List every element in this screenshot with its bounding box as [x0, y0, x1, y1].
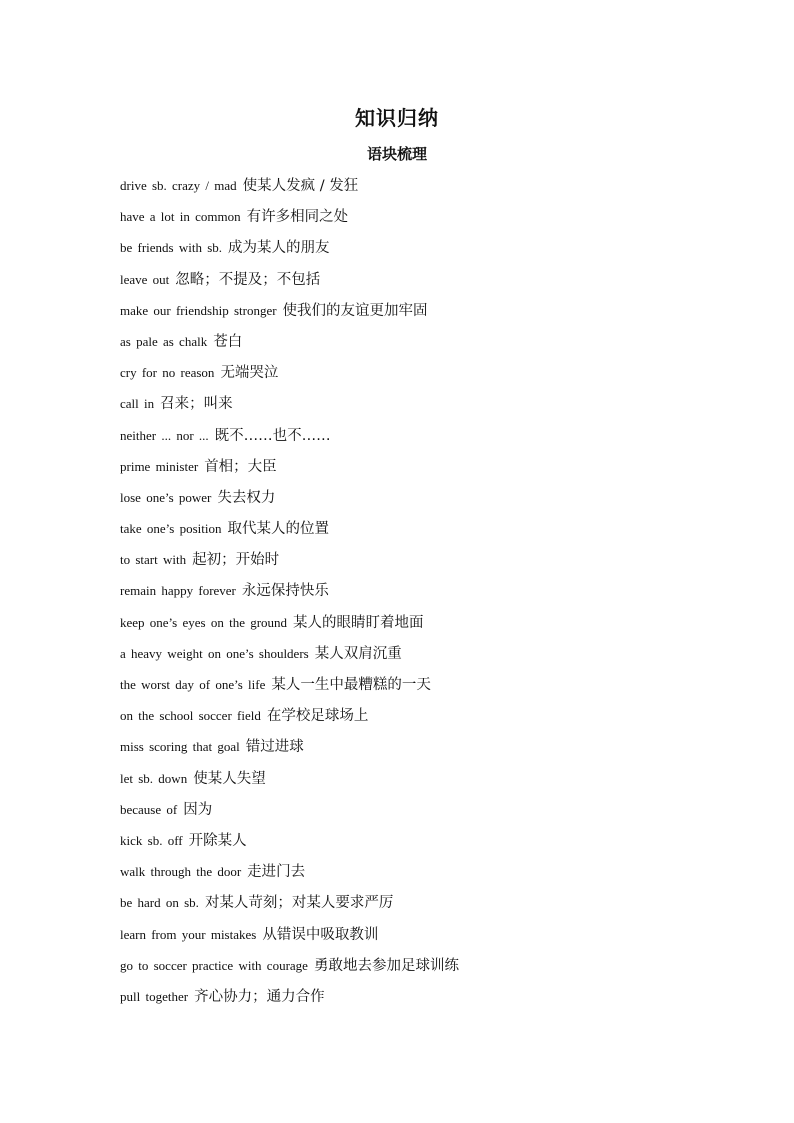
- phrase-item: [120, 858, 720, 889]
- phrase-chinese: 错过进球: [245, 739, 304, 756]
- phrase-english: walk through the door: [120, 864, 242, 880]
- phrase-chinese: 忽略；不提及；不包括: [175, 271, 321, 288]
- phrase-item: [120, 453, 720, 484]
- phrase-english: prime minister: [120, 458, 199, 474]
- phrase-item: [120, 390, 720, 421]
- phrase-english: go to soccer practice with courage: [120, 957, 308, 973]
- phrase-item: [120, 172, 720, 203]
- phrase-english: learn from your mistakes: [120, 926, 257, 942]
- phrase-chinese: 某人的眼睛盯着地面: [293, 614, 424, 631]
- phrase-item: [120, 640, 720, 671]
- phrase-item: [120, 422, 720, 453]
- phrase-chinese: 使某人发疯 / 发狂: [242, 178, 359, 194]
- phrase-item: [120, 266, 720, 297]
- phrase-item: [120, 983, 720, 1014]
- phrase-item: [120, 702, 720, 733]
- phrase-item: [120, 952, 720, 983]
- phrase-english: the worst day of one’s life: [120, 677, 266, 692]
- phrase-item: [120, 328, 720, 359]
- phrase-english: to start with: [120, 552, 187, 568]
- phrase-chinese: 走进门去: [247, 864, 306, 881]
- phrase-english: kick sb. off: [120, 832, 183, 848]
- phrase-chinese: 有许多相同之处: [246, 209, 349, 226]
- phrase-english: lose one’s power: [120, 489, 212, 505]
- phrase-chinese: 某人双肩沉重: [314, 645, 402, 662]
- phrase-item: [120, 515, 720, 546]
- phrase-english: pull together: [120, 988, 189, 1004]
- phrase-item: [120, 733, 720, 764]
- phrase-chinese: 使某人失望: [193, 770, 266, 787]
- phrase-chinese: 因为: [183, 801, 213, 818]
- phrase-chinese: 起初；开始时: [192, 552, 280, 569]
- phrase-item: [120, 671, 720, 702]
- phrase-chinese: 无端哭泣: [220, 365, 279, 382]
- phrase-english: call in: [120, 396, 155, 412]
- phrase-item: [120, 609, 720, 640]
- phrase-english: as pale as chalk: [120, 333, 208, 349]
- phrase-chinese: 永远保持快乐: [241, 583, 329, 600]
- phrase-item: [120, 765, 720, 796]
- phrase-item: [120, 203, 720, 234]
- phrase-item: [120, 827, 720, 858]
- phrase-chinese: 苍白: [213, 333, 243, 350]
- phrase-chinese: 首相；大臣: [204, 458, 277, 475]
- phrase-english: cry for no reason: [120, 365, 215, 381]
- phrase-english: a heavy weight on one’s shoulders: [120, 645, 309, 661]
- phrase-english: have a lot in common: [120, 209, 241, 225]
- phrase-chinese: 开除某人: [188, 832, 247, 849]
- phrase-list: [120, 172, 720, 1014]
- page-title: 知识归纳: [355, 106, 439, 130]
- phrase-english: on the school soccer field: [120, 708, 261, 724]
- phrase-item: [120, 889, 720, 920]
- phrase-chinese: 某人一生中最糟糕的一天: [271, 677, 431, 693]
- phrase-item: [120, 359, 720, 390]
- phrase-english: be hard on sb.: [120, 895, 199, 911]
- phrase-chinese: 勇敢地去参加足球训练: [313, 957, 459, 974]
- phrase-english: miss scoring that goal: [120, 739, 240, 755]
- phrase-item: [120, 577, 720, 608]
- phrase-english: take one’s position: [120, 521, 222, 537]
- phrase-item: [120, 796, 720, 827]
- phrase-chinese: 失去权力: [217, 489, 276, 506]
- phrase-chinese: 从错误中吸取教训: [262, 926, 379, 943]
- phrase-english: because of: [120, 801, 178, 817]
- phrase-chinese: 召来；叫来: [160, 396, 233, 413]
- phrase-english: remain happy forever: [120, 583, 236, 599]
- phrase-english: make our friendship stronger: [120, 302, 277, 318]
- phrase-chinese: 使我们的友谊更加牢固: [282, 302, 428, 319]
- phrase-english: be friends with sb.: [120, 240, 223, 256]
- phrase-english: let sb. down: [120, 770, 188, 786]
- phrase-english: keep one’s eyes on the ground: [120, 614, 288, 630]
- phrase-english: neither ... nor ...: [120, 427, 209, 443]
- phrase-item: [120, 921, 720, 952]
- phrase-english: drive sb. crazy / mad: [120, 178, 237, 193]
- section-subtitle: 语块梳理: [366, 145, 427, 163]
- phrase-item: [120, 484, 720, 515]
- phrase-english: leave out: [120, 271, 170, 287]
- phrase-item: [120, 234, 720, 265]
- phrase-item: [120, 297, 720, 328]
- phrase-chinese: 取代某人的位置: [227, 521, 329, 538]
- phrase-chinese: 对某人苛刻；对某人要求严厉: [204, 895, 394, 912]
- phrase-item: [120, 546, 720, 577]
- phrase-chinese: 在学校足球场上: [266, 708, 369, 725]
- phrase-chinese: 成为某人的朋友: [228, 240, 330, 257]
- phrase-chinese: 既不……也不……: [214, 427, 331, 444]
- phrase-chinese: 齐心协力；通力合作: [194, 988, 325, 1005]
